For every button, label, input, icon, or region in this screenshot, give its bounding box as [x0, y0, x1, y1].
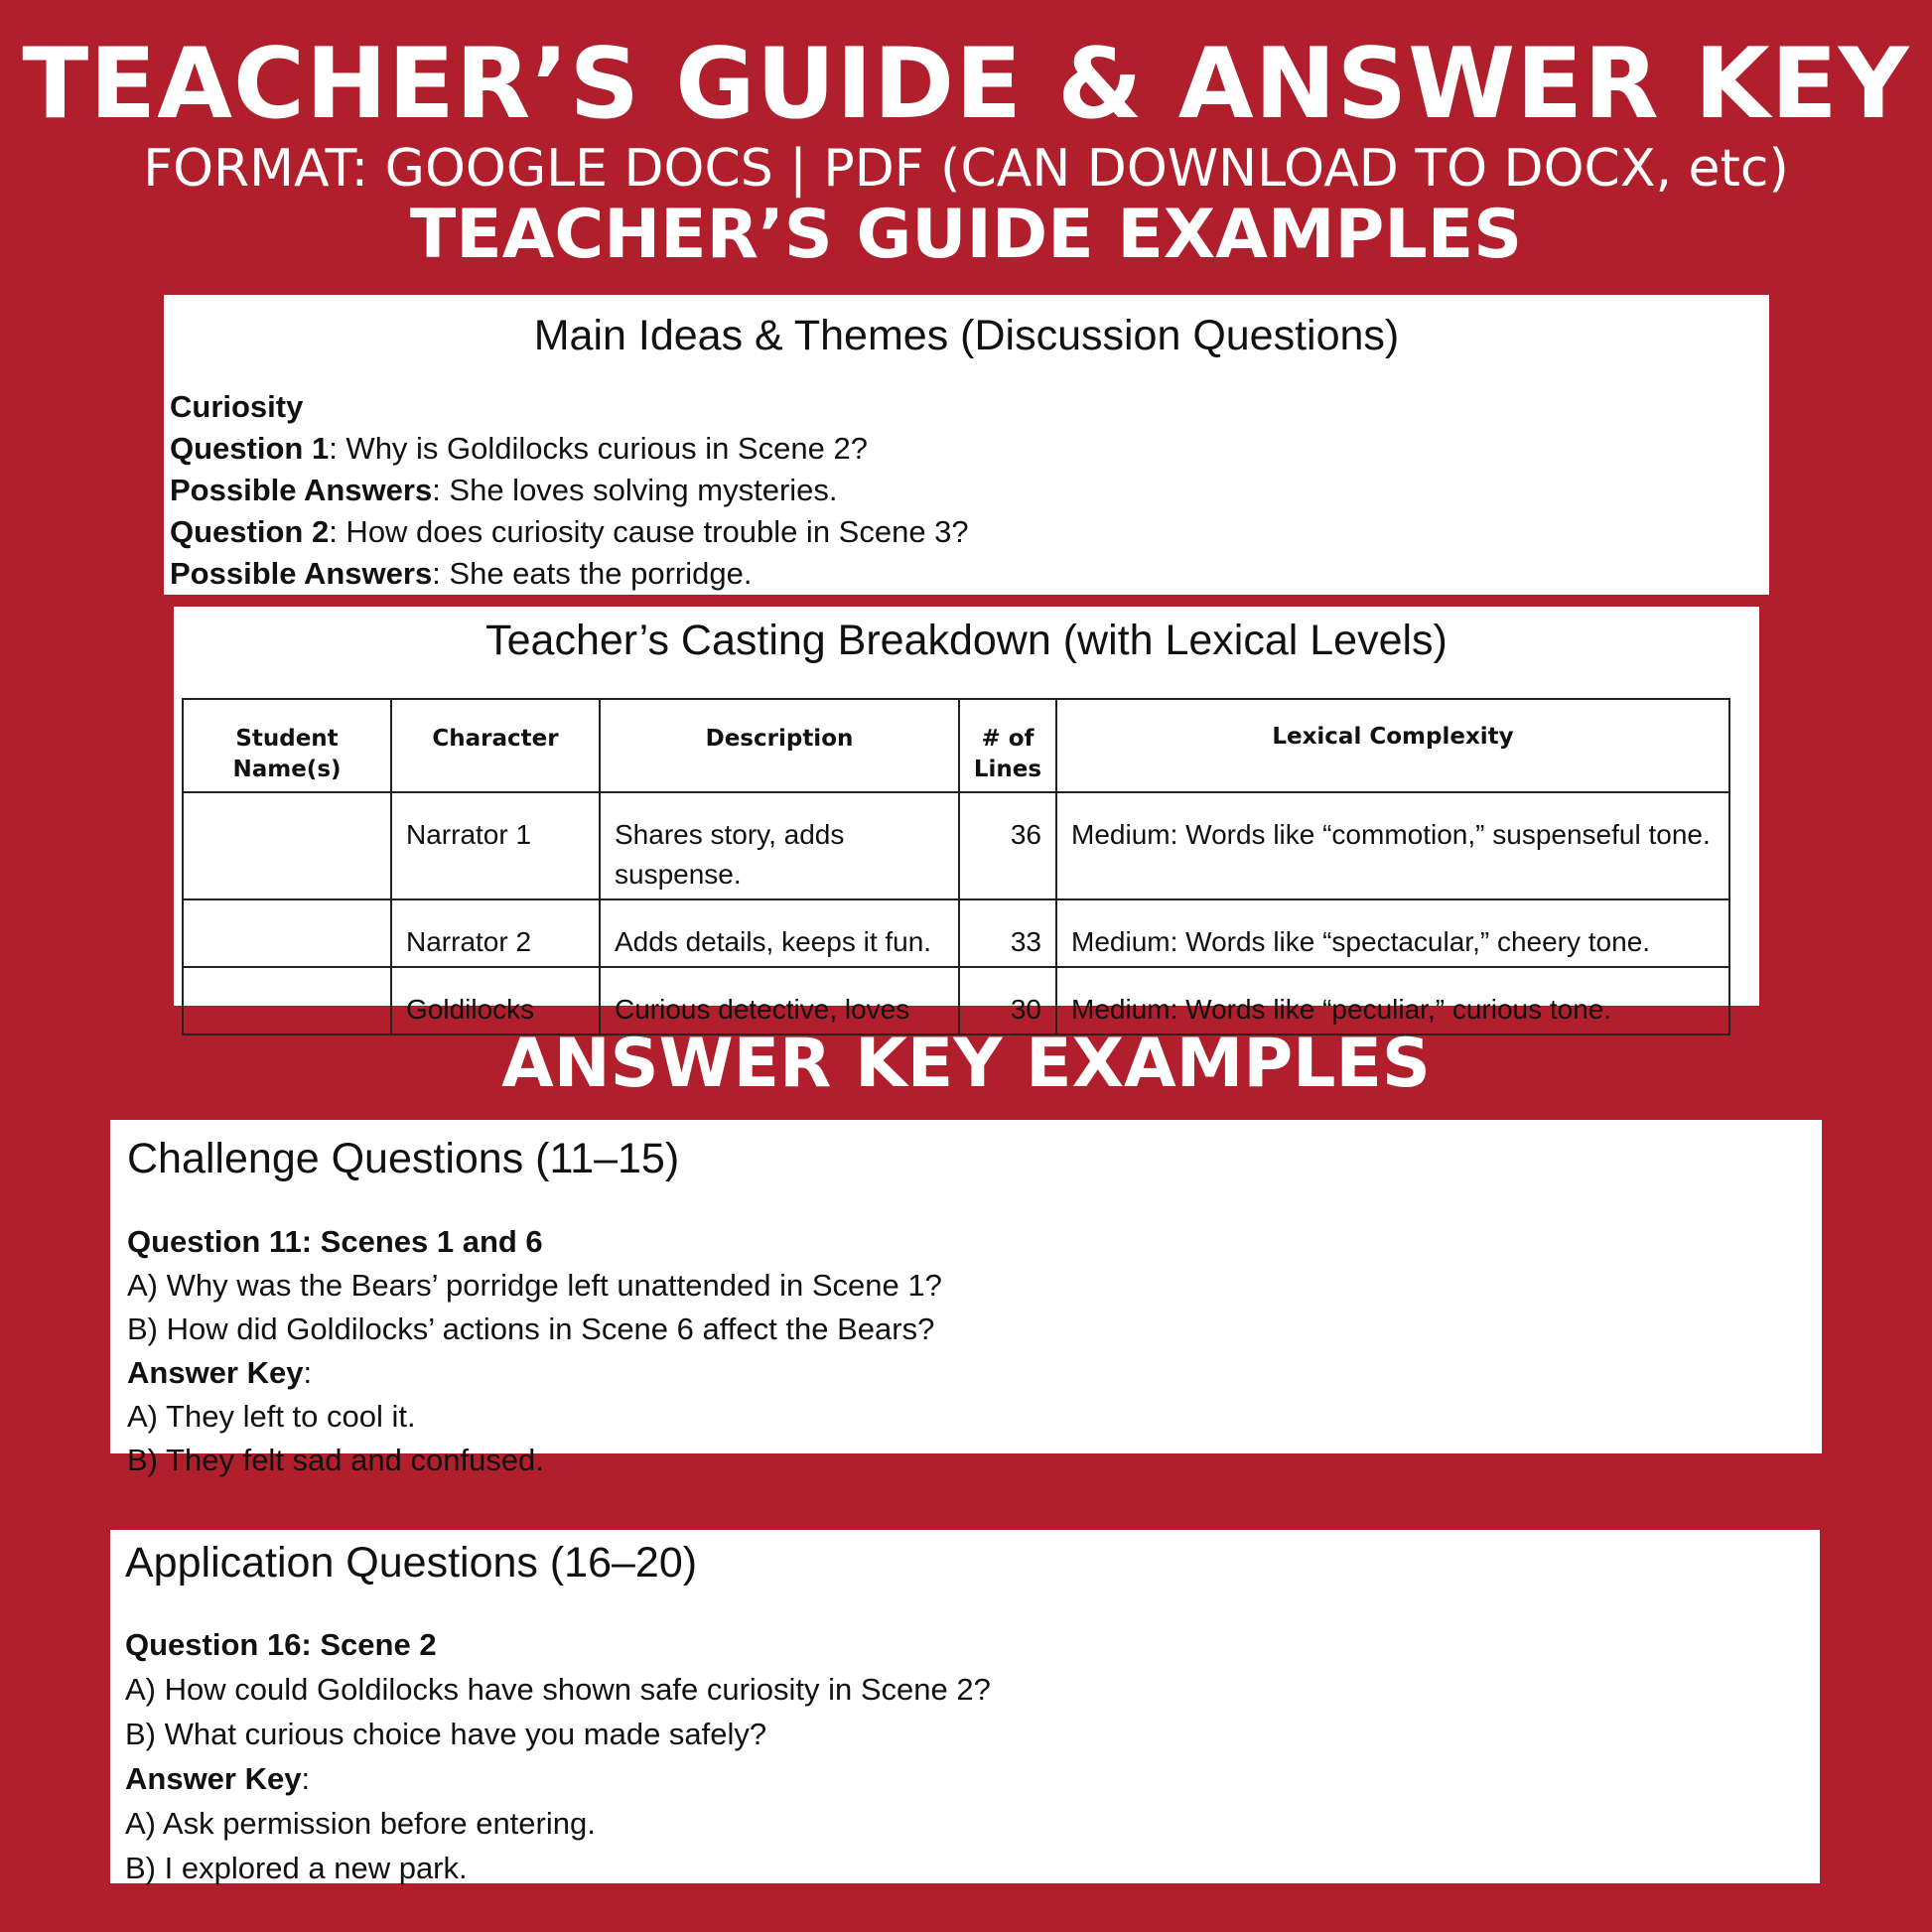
lexical-cell: Medium: Words like “spectacular,” cheery tone.	[1056, 899, 1729, 967]
column-header: Student Name(s)	[183, 699, 391, 792]
description-cell: Shares story, adds suspense.	[600, 792, 959, 899]
column-header: # of Lines	[959, 699, 1056, 792]
lines-cell: 33	[959, 899, 1056, 967]
lines-cell: 30	[959, 967, 1056, 1035]
question-heading: Question 16: Scene 2	[125, 1627, 437, 1662]
casting-card	[174, 607, 1759, 1025]
discussion-line: Possible Answers: She loves solving mysteries.	[170, 473, 838, 507]
question-part: A) How could Goldilocks have shown safe curiosity in Scene 2?	[125, 1672, 991, 1707]
answer-key-label: Answer Key:	[125, 1761, 311, 1796]
casting-table	[182, 698, 1730, 1035]
lexical-cell: Medium: Words like “commotion,” suspenseful tone.	[1056, 792, 1729, 899]
description-cell: Adds details, keeps it fun.	[600, 899, 959, 967]
table-header-row	[183, 699, 1729, 792]
discussion-line: Question 2: How does curiosity cause trouble in Scene 3?	[170, 514, 969, 549]
page-title: TEACHER’S GUIDE & ANSWER KEY	[22, 28, 1910, 141]
guide-section-title: TEACHER’S GUIDE EXAMPLES	[409, 196, 1523, 274]
column-header: Description	[600, 699, 959, 792]
answer-line: B) They felt sad and confused.	[127, 1443, 544, 1477]
answer-line: A) Ask permission before entering.	[125, 1806, 596, 1841]
student-cell	[183, 792, 391, 899]
lexical-cell: Medium: Words like “peculiar,” curious tone.	[1056, 967, 1729, 1035]
format-subtitle: FORMAT: GOOGLE DOCS | PDF (CAN DOWNLOAD TO DOCX, etc)	[143, 139, 1789, 199]
column-header: Lexical Complexity	[1056, 699, 1729, 792]
answer-line: A) They left to cool it.	[127, 1399, 416, 1434]
question-part: B) What curious choice have you made safely?	[125, 1717, 767, 1751]
application-card	[110, 1530, 1820, 1883]
student-cell	[183, 899, 391, 967]
question-heading: Question 11: Scenes 1 and 6	[127, 1224, 543, 1259]
main-ideas-title: Main Ideas & Themes (Discussion Questions)	[533, 312, 1400, 359]
column-header: Character	[391, 699, 600, 792]
character-cell: Goldilocks	[391, 967, 600, 1035]
discussion-line: Possible Answers: She eats the porridge.	[170, 556, 753, 591]
question-part: A) Why was the Bears’ porridge left unattended in Scene 1?	[127, 1268, 942, 1303]
description-cell: Curious detective, loves	[600, 967, 959, 1035]
challenge-card	[110, 1120, 1822, 1477]
question-part: B) How did Goldilocks’ actions in Scene 6 affect the Bears?	[127, 1311, 935, 1346]
challenge-title: Challenge Questions (11–15)	[127, 1135, 680, 1182]
table-row	[183, 792, 1729, 899]
topic-heading: Curiosity	[170, 389, 304, 424]
answer-key-label: Answer Key:	[127, 1355, 313, 1390]
answer-section-title: ANSWER KEY EXAMPLES	[501, 1025, 1431, 1103]
table-row	[183, 899, 1729, 967]
character-cell: Narrator 2	[391, 899, 600, 967]
lines-cell: 36	[959, 792, 1056, 899]
casting-title: Teacher’s Casting Breakdown (with Lexical Levels)	[485, 617, 1448, 664]
discussion-line: Question 1: Why is Goldilocks curious in Scene 2?	[170, 431, 868, 466]
character-cell: Narrator 1	[391, 792, 600, 899]
answer-line: B) I explored a new park.	[125, 1851, 468, 1885]
application-title: Application Questions (16–20)	[125, 1539, 698, 1587]
main-ideas-card	[164, 295, 1769, 595]
